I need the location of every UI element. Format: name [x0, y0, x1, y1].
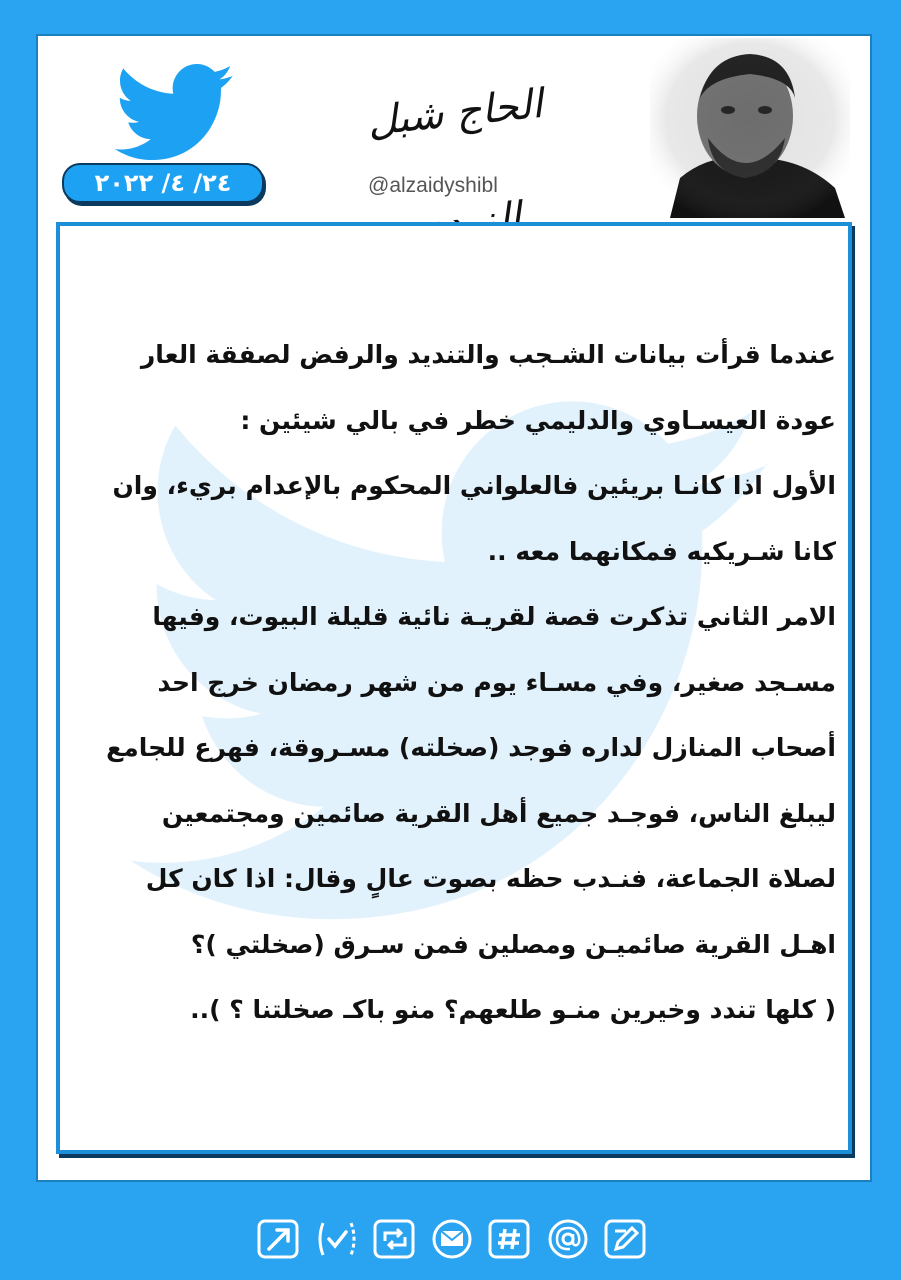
- share-icon[interactable]: [255, 1217, 303, 1261]
- twitter-handle: @alzaidyshibl: [368, 174, 498, 197]
- post-line: عودة العيسـاوي والدليمي خطر في بالي شيئين :: [240, 405, 836, 435]
- post-line: ( كلها تندد وخيرين منـو طلعهم؟ منو باكـ صخلتنا ؟ )..: [190, 995, 836, 1024]
- author-signature: الحاج شبل: [365, 80, 545, 146]
- post-line: ليبلغ الناس، فوجـد جميع أهل القرية صائمين ومجتمعين: [161, 798, 836, 828]
- social-icons-bar: [255, 1213, 650, 1265]
- post-line: كانا شـريكيه فمكانهما معه ..: [487, 536, 836, 566]
- post-line: لصلاة الجماعة، فنـدب حظه بصوت عالٍ وقال: اذا كان كل: [145, 864, 836, 893]
- at-icon[interactable]: [544, 1217, 592, 1261]
- retweet-icon[interactable]: [371, 1217, 419, 1261]
- post-line: الأول اذا كانـا بريئين فالعلواني المحكوم بالإعدام بريء، وان: [112, 471, 836, 500]
- mail-icon[interactable]: [428, 1217, 476, 1261]
- post-line: الامر الثاني تذكرت قصة لقريـة نائية قليلة البيوت، وفيها: [152, 602, 836, 631]
- twitter-bird-icon: [110, 64, 240, 169]
- post-body: [76, 322, 836, 1043]
- author-photo: [650, 38, 850, 218]
- post-line: مسـجد صغير، وفي مسـاء يوم من شهر رمضان خرج احد: [157, 667, 836, 697]
- hashtag-icon[interactable]: [486, 1217, 534, 1261]
- check-icon[interactable]: [313, 1217, 361, 1261]
- post-text-box: [56, 222, 852, 1154]
- date-badge: ٢٤/ ٤/ ٢٠٢٢: [62, 163, 264, 203]
- post-line: اهـل القرية صائميـن ومصلين فمن سـرق (صخلتي )؟: [190, 929, 836, 959]
- edit-icon[interactable]: [602, 1217, 650, 1261]
- post-line: أصحاب المنازل لداره فوجد (صخلته) مسـروقة، فهرع للجامع: [106, 733, 836, 762]
- post-line: عندما قرأت بيانات الشـجب والتنديد والرفض لصفقة العار: [140, 340, 836, 369]
